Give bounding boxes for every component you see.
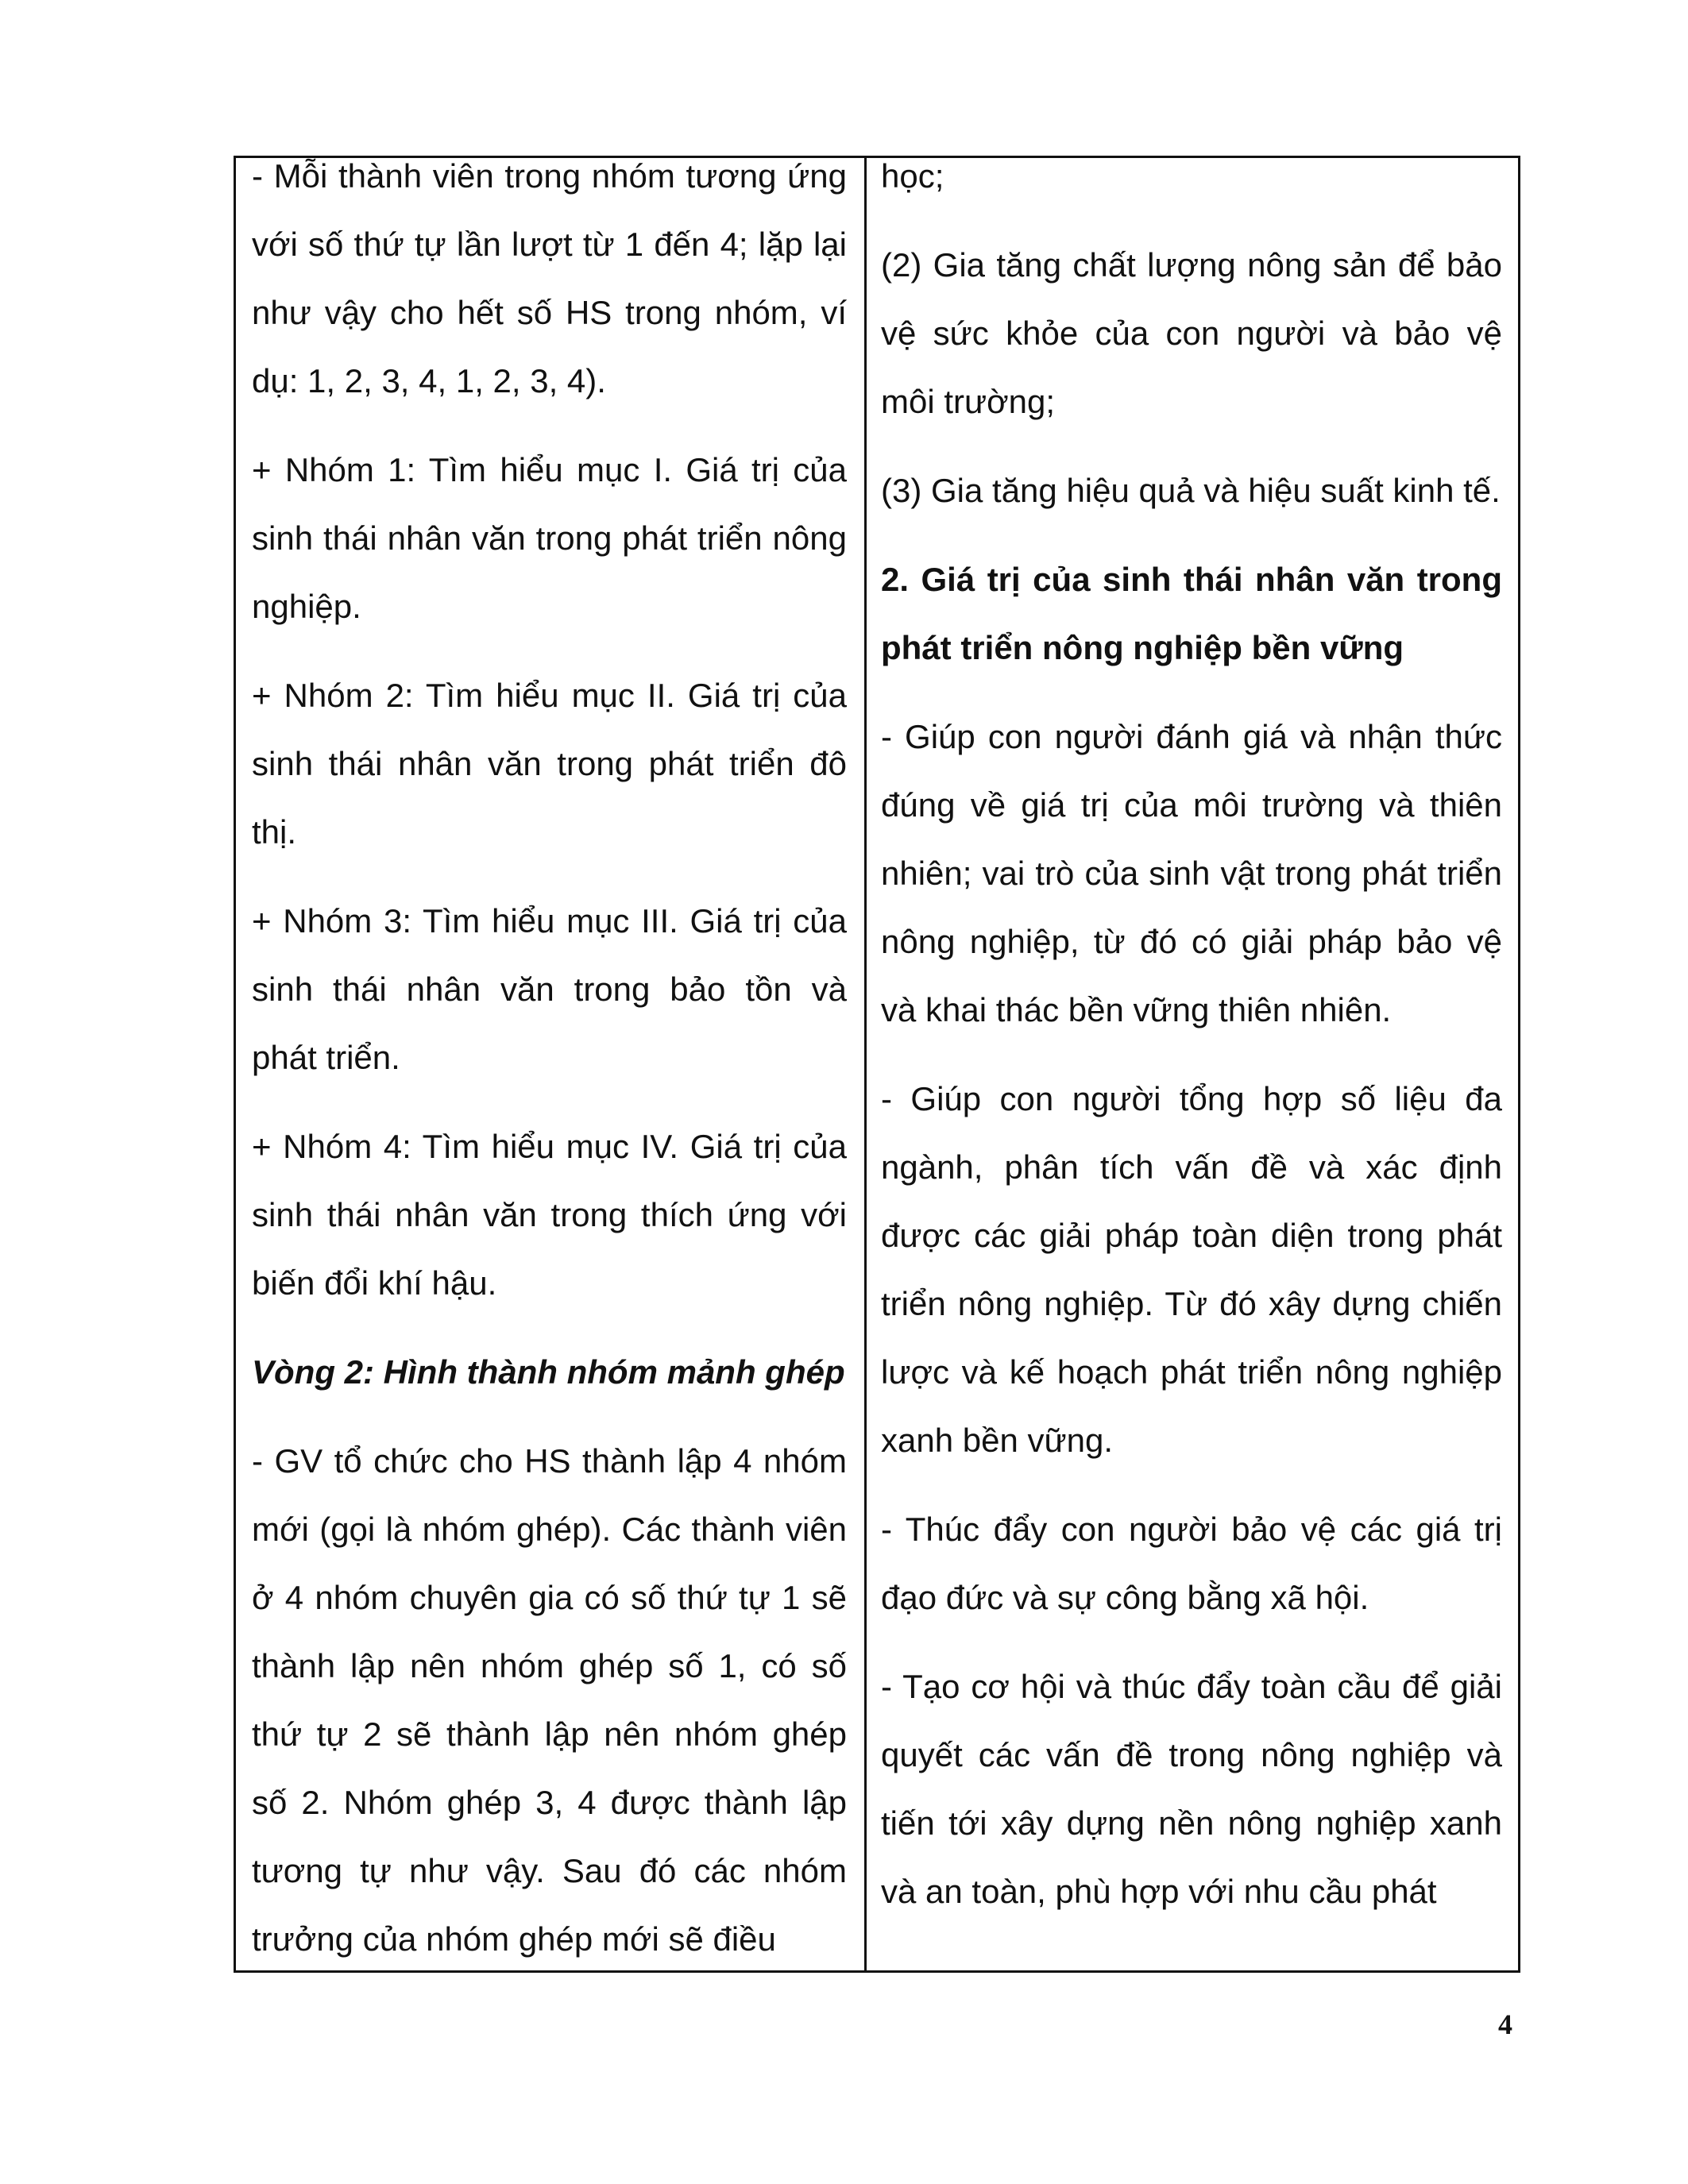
- right-paragraph: - Thúc đẩy con người bảo vệ các giá trị đạo đức và sự công bằng xã hội.: [881, 1511, 1502, 1616]
- left-paragraph: + Nhóm 1: Tìm hiểu mục I. Giá trị của sinh thái nhân văn trong phát triển nông nghiệp.: [252, 451, 847, 625]
- left-paragraph: + Nhóm 4: Tìm hiểu mục IV. Giá trị của sinh thái nhân văn trong thích ứng với biến đổi khí hậu.: [252, 1128, 847, 1302]
- right-paragraph: (3) Gia tăng hiệu quả và hiệu suất kinh tế.: [881, 472, 1501, 509]
- content-table: [234, 156, 1520, 1973]
- right-paragraph: - Giúp con người tổng hợp số liệu đa ngành, phân tích vấn đề và xác định được các giải pháp toàn diện trong phát triển nông nghiệp. Từ đó xây dựng chiến lược và kế hoạch phát triển nông nghiệp xanh bền vững.: [881, 1080, 1502, 1459]
- round-heading: Vòng 2: Hình thành nhóm mảnh ghép: [252, 1353, 845, 1391]
- left-paragraph: - GV tổ chức cho HS thành lập 4 nhóm mới (gọi là nhóm ghép). Các thành viên ở 4 nhóm chuyên gia có số thứ tự 1 sẽ thành lập nên nhóm ghép số 1, có số thứ tự 2 sẽ thành lập nên nhóm ghép số 2. Nhóm ghép 3, 4 được thành lập tương tự như vậy. Sau đó các nhóm trưởng của nhóm ghép mới sẽ điều: [252, 1442, 847, 1958]
- right-column: [867, 158, 1518, 1970]
- left-paragraph: + Nhóm 3: Tìm hiểu mục III. Giá trị của sinh thái nhân văn trong bảo tồn và phát triển.: [252, 902, 847, 1076]
- left-paragraph: - Mỗi thành viên trong nhóm tương ứng với số thứ tự lần lượt từ 1 đến 4; lặp lại như vậy cho hết số HS trong nhóm, ví dụ: 1, 2, 3, 4, 1, 2, 3, 4).: [252, 158, 847, 399]
- right-paragraph: - Tạo cơ hội và thúc đẩy toàn cầu để giải quyết các vấn đề trong nông nghiệp và tiến tới xây dựng nền nông nghiệp xanh và an toàn, phù hợp với nhu cầu phát: [881, 1668, 1502, 1910]
- left-paragraph: + Nhóm 2: Tìm hiểu mục II. Giá trị của sinh thái nhân văn trong phát triển đô thị.: [252, 677, 847, 851]
- left-column: [236, 158, 867, 1970]
- right-paragraph: học;: [881, 158, 944, 195]
- section-heading: 2. Giá trị của sinh thái nhân văn trong phát triển nông nghiệp bền vững: [881, 561, 1502, 666]
- right-paragraph: (2) Gia tăng chất lượng nông sản để bảo vệ sức khỏe của con người và bảo vệ môi trường;: [881, 246, 1502, 420]
- page-number: 4: [1498, 2008, 1512, 2040]
- right-paragraph: - Giúp con người đánh giá và nhận thức đúng về giá trị của môi trường và thiên nhiên; vai trò của sinh vật trong phát triển nông nghiệp, từ đó có giải pháp bảo vệ và khai thác bền vững thiên nhiên.: [881, 718, 1502, 1028]
